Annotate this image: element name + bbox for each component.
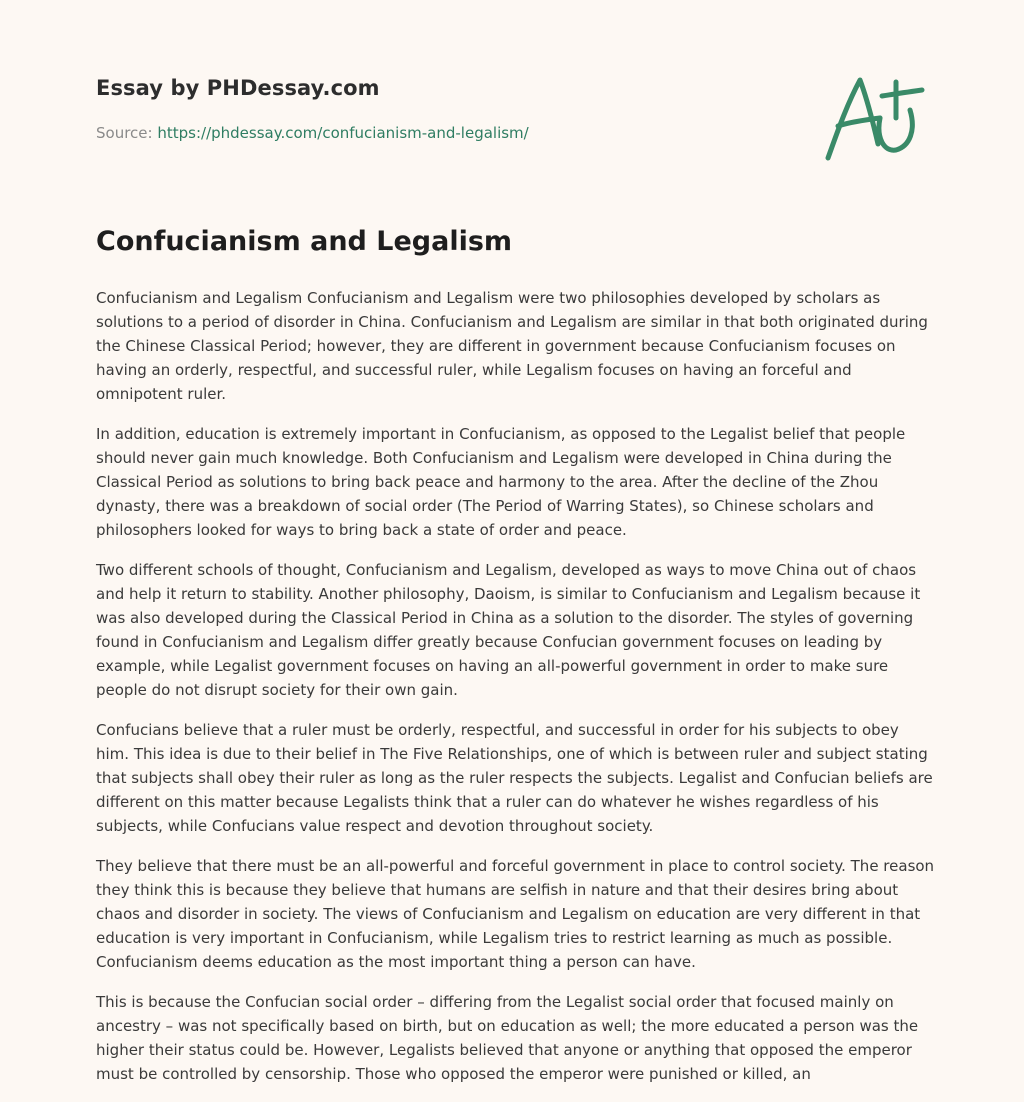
essay-title: Confucianism and Legalism xyxy=(96,226,513,257)
paragraph: This is because the Confucian social order – differing from the Legalist social order that focused mainly on ancestry – was not specifically based on birth, but on education as well; the more educated a person was the higher their status could be. However, Legalists believed that anyone or anything that opposed the emperor must be controlled by censorship. Those who opposed the emperor were punished or killed, an xyxy=(96,993,919,1083)
paragraph: They believe that there must be an all-powerful and forceful government in place to control society. The reason they think this is because they believe that humans are selfish in nature and that their desires bring about chaos and disorder in society. The views of Confucianism and Legalism on education are very different in that education is very important in Confucianism, while Legalism tries to restrict learning as much as possible. Confucianism deems education as the most important thing a person can have. xyxy=(96,857,935,971)
source-line xyxy=(96,124,529,142)
paragraph: Confucianism and Legalism Confucianism and Legalism were two philosophies developed by scholars as solutions to a period of disorder in China. Confucianism and Legalism are similar in that both originated during the Chinese Classical Period; however, they are different in government because Confucianism focuses on having an orderly, respectful, and successful ruler, while Legalism focuses on having an forceful and omnipotent ruler. xyxy=(96,289,928,403)
essay-body xyxy=(96,286,936,1102)
paragraph: Two different schools of thought, Confucianism and Legalism, developed as ways to move China out of chaos and help it return to stability. Another philosophy, Daoism, is similar to Confucianism and Legalism because it was also developed during the Classical Period in China as a solution to the disorder. The styles of governing found in Confucianism and Legalism differ greatly because Confucian government focuses on leading by example, while Legalist government focuses on having an all-powerful government in order to make sure people do not disrupt society for their own gain. xyxy=(96,561,921,699)
site-brand: Essay by PHDessay.com xyxy=(96,76,380,100)
source-label: Source: xyxy=(96,124,153,142)
paragraph: In addition, education is extremely important in Confucianism, as opposed to the Legalist belief that people should never gain much knowledge. Both Confucianism and Legalism were developed in China during the Classical Period as solutions to bring back peace and harmony to the area. After the decline of the Zhou dynasty, there was a breakdown of social order (The Period of Warring States), so Chinese scholars and philosophers looked for ways to bring back a state of order and peace. xyxy=(96,425,906,539)
source-link[interactable]: https://phdessay.com/confucianism-and-legalism/ xyxy=(157,124,529,142)
a-plus-logo-icon xyxy=(822,66,928,166)
paragraph: Confucians believe that a ruler must be orderly, respectful, and successful in order for his subjects to obey him. This idea is due to their belief in The Five Relationships, one of which is between ruler and subject stating that subjects shall obey their ruler as long as the ruler respects the subjects. Legalist and Confucian beliefs are different on this matter because Legalists think that a ruler can do whatever he wishes regardless of his subjects, while Confucians value respect and devotion throughout society. xyxy=(96,721,933,835)
